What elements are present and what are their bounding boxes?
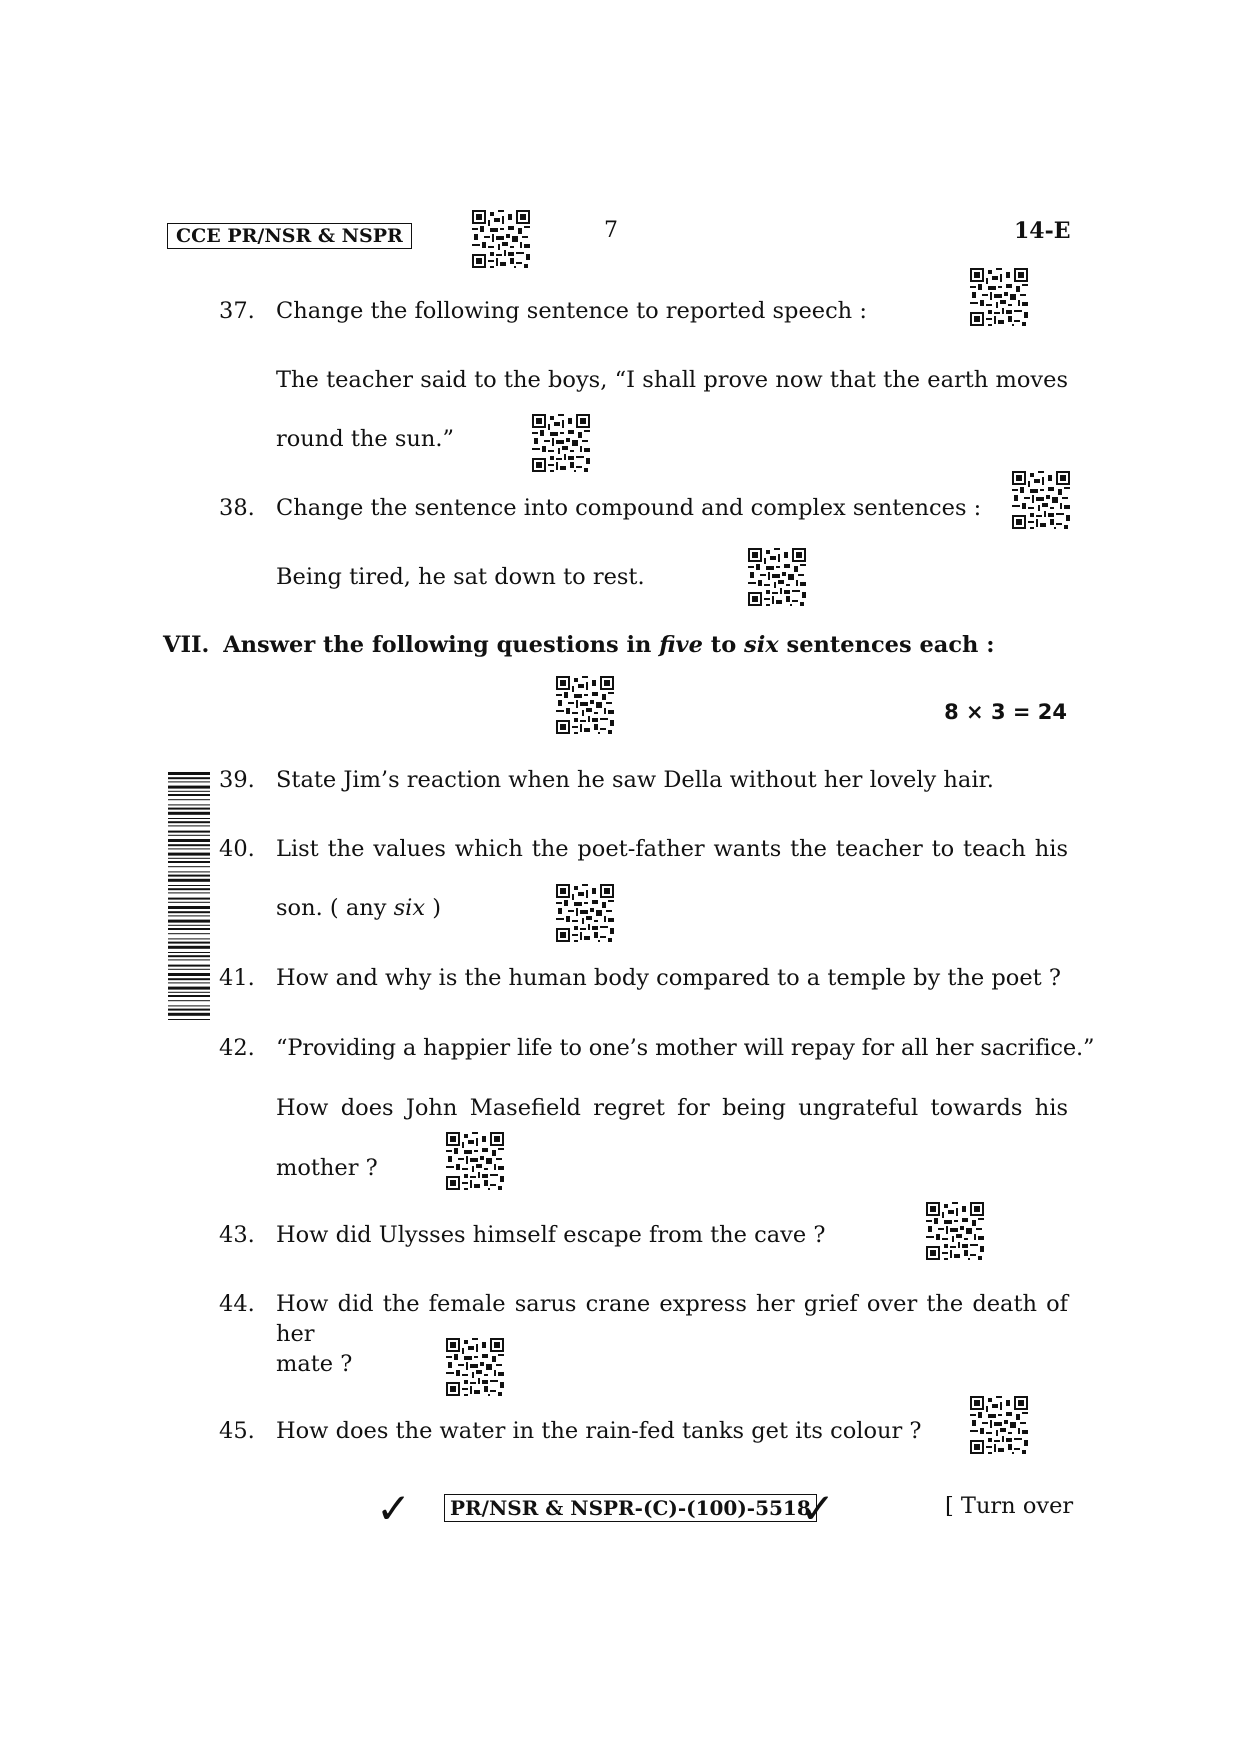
barcode-icon <box>168 772 210 1022</box>
question-text: mate ? <box>276 1351 353 1377</box>
section-text: six <box>744 632 779 658</box>
qr-code-icon <box>532 414 590 472</box>
question-number: 40. <box>219 836 255 862</box>
qr-code-icon <box>970 1396 1028 1454</box>
section-text: sentences each : <box>786 632 995 658</box>
question-text: How does John Masefield regret for being ungrateful towards his <box>276 1095 1068 1121</box>
question-text: The teacher said to the boys, “I shall prove now that the earth moves <box>276 367 1068 393</box>
section-marks: 8 × 3 = 24 <box>944 700 1067 724</box>
question-text: round the sun.” <box>276 426 455 452</box>
question-text: Being tired, he sat down to rest. <box>276 564 645 590</box>
question-number: 42. <box>219 1035 255 1061</box>
qr-code-icon <box>446 1132 504 1190</box>
qr-code-icon <box>556 884 614 942</box>
question-text: “Providing a happier life to one’s mother will repay for all her sacrifice.” <box>276 1035 1095 1061</box>
page-number: 7 <box>604 218 618 243</box>
question-text: List the values which the poet-father wants the teacher to teach his <box>276 836 1068 862</box>
qr-code-icon <box>556 676 614 734</box>
question-text: Change the following sentence to reported speech : <box>276 298 867 324</box>
paper-code: 14-E <box>1014 218 1071 244</box>
exam-code-box: CCE PR/NSR & NSPR <box>167 223 412 249</box>
check-mark-icon: ✓ <box>376 1484 412 1533</box>
question-text: How did the female sarus crane express her grief over the death of her <box>276 1291 1068 1347</box>
footer-code: PR/NSR & NSPR-(C)-(100)-5518 <box>444 1494 817 1522</box>
question-text <box>276 893 441 923</box>
question-text-part: son. ( any <box>276 895 387 921</box>
question-number: 45. <box>219 1418 255 1444</box>
question-text: mother ? <box>276 1155 378 1181</box>
question-text: Change the sentence into compound and complex sentences : <box>276 495 982 521</box>
section-text: five <box>659 632 703 658</box>
question-text: How does the water in the rain-fed tanks get its colour ? <box>276 1418 922 1444</box>
qr-code-icon <box>1012 471 1070 529</box>
question-number: 37. <box>219 298 255 324</box>
qr-code-icon <box>926 1202 984 1260</box>
question-number: 38. <box>219 495 255 521</box>
question-number: 44. <box>219 1291 255 1317</box>
question-number: 39. <box>219 767 255 793</box>
question-text-part: six <box>393 895 426 921</box>
section-heading <box>163 630 995 660</box>
question-text: State Jim’s reaction when he saw Della without her lovely hair. <box>276 767 994 793</box>
check-mark-icon: ✓ <box>800 1484 836 1533</box>
question-text: How and why is the human body compared to a temple by the poet ? <box>276 965 1061 991</box>
question-number: 41. <box>219 965 255 991</box>
turn-over-text: [ Turn over <box>945 1493 1074 1519</box>
section-roman: VII. <box>163 632 210 658</box>
qr-code-icon <box>970 268 1028 326</box>
question-text: How did Ulysses himself escape from the cave ? <box>276 1222 826 1248</box>
qr-code-icon <box>446 1338 504 1396</box>
question-number: 43. <box>219 1222 255 1248</box>
section-text: Answer the following questions in <box>223 632 652 658</box>
section-text: to <box>710 632 737 658</box>
qr-code-icon <box>472 210 530 268</box>
qr-code-icon <box>748 548 806 606</box>
question-text-part: ) <box>432 895 441 921</box>
